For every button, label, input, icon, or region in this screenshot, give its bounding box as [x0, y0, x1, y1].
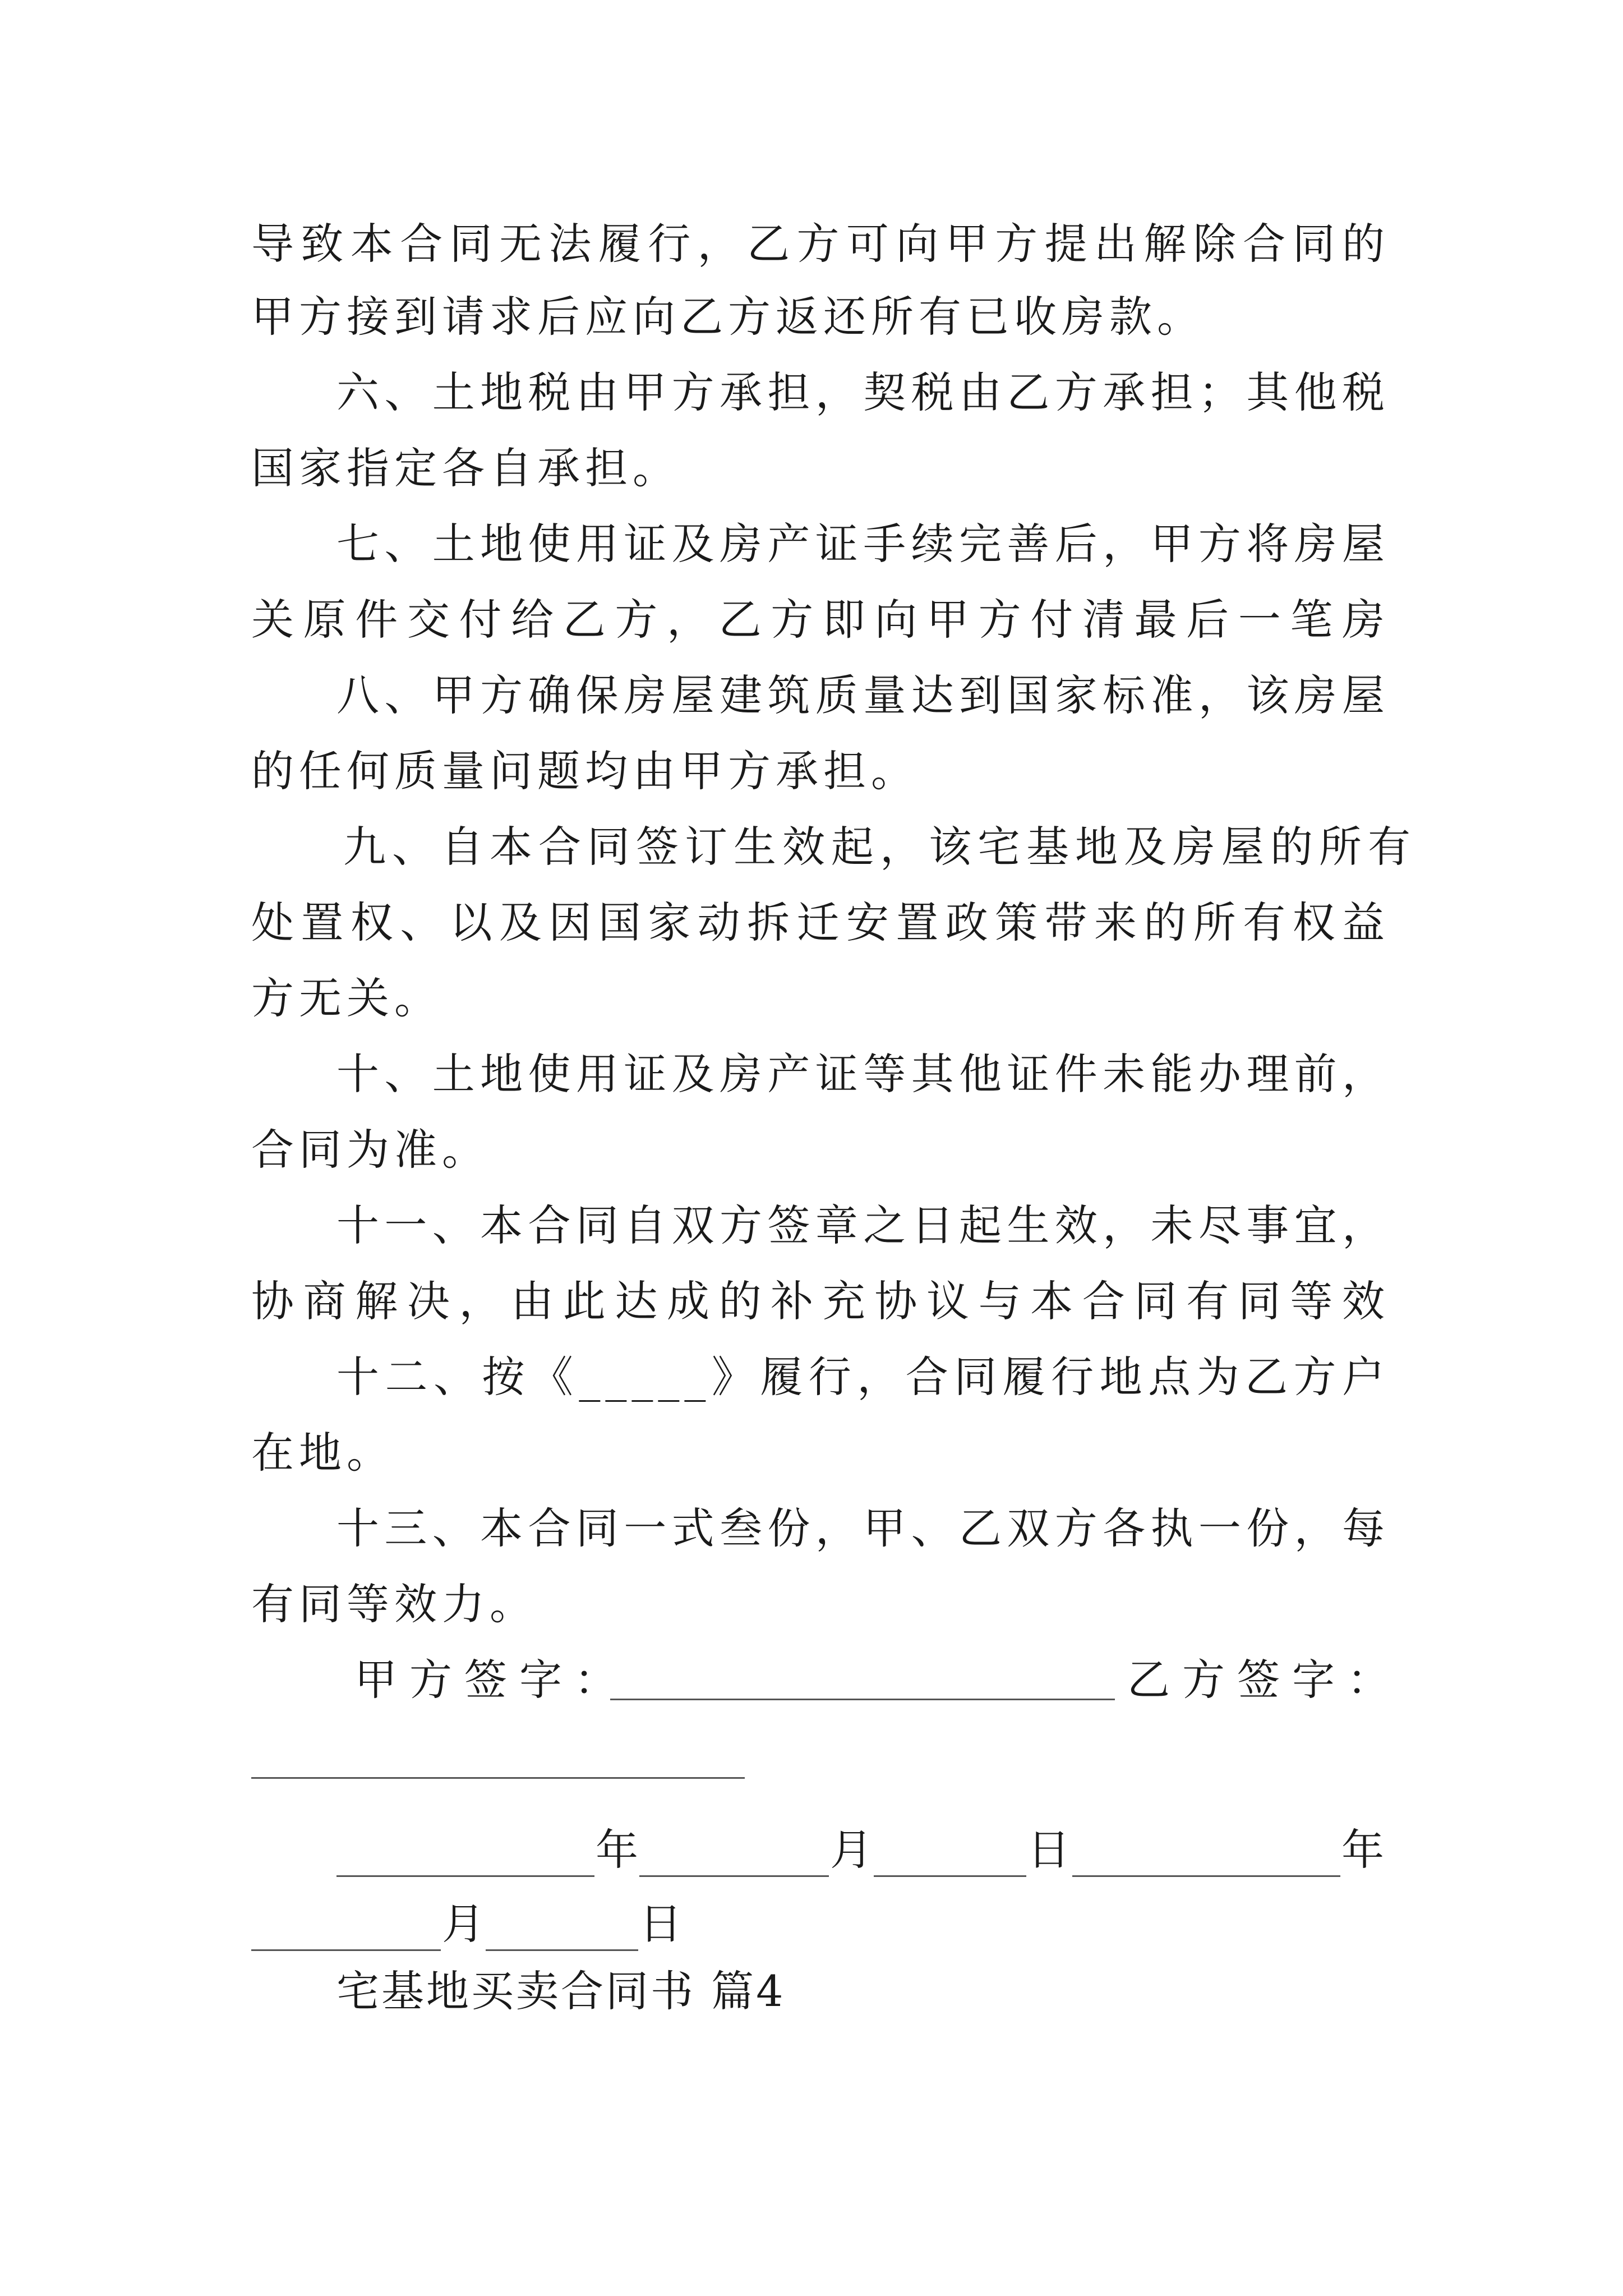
- paragraph-10-line-2: 合同为准。: [251, 1125, 490, 1175]
- party-a-month-label: 月: [830, 1825, 873, 1875]
- paragraph-13-line-1: 十三、本合同一式叁份，甲、乙双方各执一份，每: [336, 1503, 1390, 1553]
- paragraph-7-line-1: 七、土地使用证及房产证手续完善后，甲方将房屋: [336, 519, 1390, 569]
- paragraph-5-line-1: 导致本合同无法履行，乙方可向甲方提出解除合同的: [251, 219, 1390, 269]
- paragraph-8-line-1: 八、甲方确保房屋建筑质量达到国家标准，该房屋: [336, 670, 1390, 720]
- party-b-month-label: 月: [442, 1899, 485, 1949]
- party-b-signature-label: 乙方签字：: [1127, 1655, 1402, 1705]
- party-a-year-label: 年: [596, 1825, 638, 1875]
- party-a-year-blank: [336, 1875, 594, 1877]
- party-b-year-label: 年: [1341, 1825, 1384, 1875]
- party-a-signature-line: [610, 1699, 1115, 1700]
- party-b-year-blank: [1072, 1875, 1340, 1877]
- paragraph-6-line-2: 国家指定各自承担。: [251, 443, 680, 493]
- paragraph-9-line-1: 九、自本合同签订生效起，该宅基地及房屋的所有: [343, 822, 1415, 872]
- paragraph-12-line-1: 十二、按《_____》履行，合同履行地点为乙方户: [336, 1352, 1390, 1402]
- party-a-day-blank: [874, 1875, 1026, 1877]
- paragraph-7-line-2: 关原件交付给乙方，乙方即向甲方付清最后一笔房: [251, 595, 1390, 645]
- paragraph-11-line-1: 十一、本合同自双方签章之日起生效，未尽事宜，: [336, 1200, 1390, 1250]
- party-b-day-blank: [486, 1949, 638, 1951]
- party-b-signature-line: [251, 1777, 745, 1779]
- paragraph-6-line-1: 六、土地税由甲方承担，契税由乙方承担；其他税: [336, 367, 1390, 417]
- paragraph-9-line-3: 方无关。: [251, 973, 442, 1023]
- party-a-month-blank: [639, 1875, 829, 1877]
- party-b-day-label: 日: [639, 1899, 682, 1949]
- paragraph-13-line-2: 有同等效力。: [251, 1579, 537, 1629]
- paragraph-11-line-2: 协商解决，由此达成的补充协议与本合同有同等效: [251, 1276, 1390, 1326]
- paragraph-12-line-2: 在地。: [251, 1428, 394, 1478]
- party-a-signature-label: 甲方签字：: [354, 1655, 629, 1705]
- paragraph-10-line-1: 十、土地使用证及房产证等其他证件未能办理前，: [336, 1049, 1390, 1099]
- paragraph-9-line-2: 处置权、以及因国家动拆迁安置政策带来的所有权益: [251, 898, 1390, 947]
- paragraph-8-line-2: 的任何质量问题均由甲方承担。: [251, 746, 919, 796]
- party-b-month-blank: [251, 1949, 441, 1951]
- paragraph-5-line-2: 甲方接到请求后应向乙方返还所有已收房款。: [251, 292, 1205, 342]
- party-a-day-label: 日: [1027, 1825, 1070, 1875]
- next-section-title: 宅基地买卖合同书 篇4: [336, 1966, 786, 2016]
